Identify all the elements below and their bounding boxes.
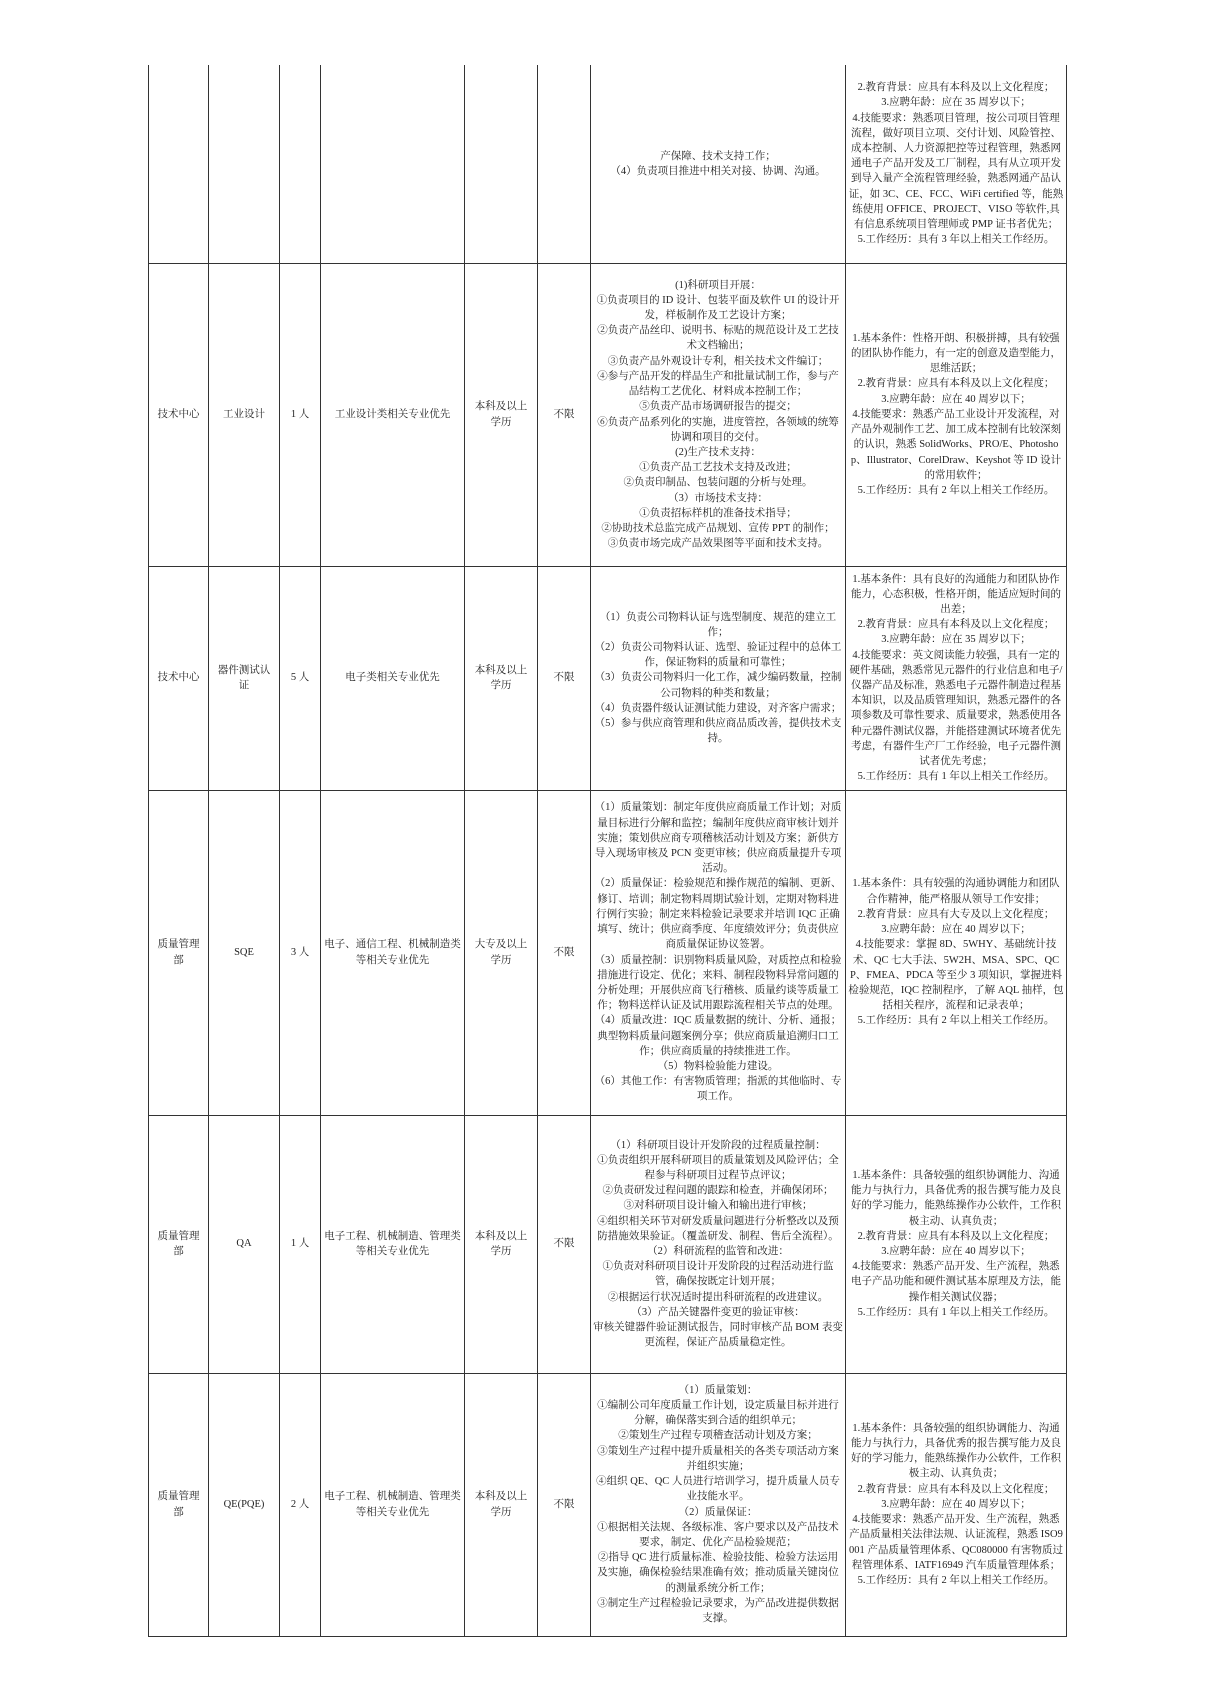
duties-cell: （1）负责公司物料认证与选型制度、规范的建立工作； （2）负责公司物料认证、选型、验证过程中的总体工作，保证物料的质量和可靠性； （3）负责公司物料归一化工作，减少编码数量，控制公司物料的种类和数量； （4）负责器件级认证测试能力建设，对齐客户需求； （5）参与供应商管理和供应商品质改善，提供技术支持。 bbox=[591, 566, 846, 790]
position-cell: 器件测试认 证 bbox=[209, 566, 280, 790]
education-cell: 本科及以上 学历 bbox=[465, 263, 538, 566]
requirements-cell: 1.基本条件：具有较强的沟通协调能力和团队合作精神，能严格服从领导工作安排； 2.教育背景：应具有大专及以上文化程度； 3.应聘年龄：应在 40 周岁以下； 4.技能要求：掌握 8D、5WHY、基础统计技术、QC 七大手法、5W2H、MSA、SPC、QCP、FMEA、PDCA 等至少 3 项知识，掌握进料检验规范，IQC 控制程序，了解 AQL 抽样，包括相关程序，流程和记录表单； 5.工作经历：具有 2 年以上相关工作经历。 bbox=[846, 790, 1067, 1115]
age-cell: 不限 bbox=[538, 263, 591, 566]
major-cell: 工业设计类相关专业优先 bbox=[321, 263, 465, 566]
major-cell: 电子工程、机械制造、管理类等相关专业优先 bbox=[321, 1115, 465, 1373]
requirements-cell: 1.基本条件：具有良好的沟通能力和团队协作能力，心态积极，性格开朗，能适应短时间的出差； 2.教育背景：应具有本科及以上文化程度； 3.应聘年龄：应在 35 周岁以下； 4.技能要求：英文阅读能力较强，具有一定的硬件基础，熟悉常见元器件的行业信息和电子/仪器产品及标准，熟悉电子元器件制造过程基本知识，以及品质管理知识，熟悉元器件的各项参数及可靠性要求、质量要求，熟悉使用各种元器件测试仪器，并能搭建测试环境者优先考虑，有器件生产厂工作经验，电子元器件测试者优先考虑； 5.工作经历：具有 1 年以上相关工作经历。 bbox=[846, 566, 1067, 790]
department-cell: 质量管理 部 bbox=[149, 790, 209, 1115]
table-row bbox=[149, 1115, 1067, 1373]
duties-cell: 产保障、技术支持工作； （4）负责项目推进中相关对接、协调、沟通。 bbox=[591, 65, 846, 263]
duties-cell: （1）科研项目设计开发阶段的过程质量控制： ①负责组织开展科研项目的质量策划及风险评估；全程参与科研项目过程节点评议； ②负责研发过程问题的跟踪和检查，并确保闭环； ③对科研项目设计输入和输出进行审核； ④组织相关环节对研发质量问题进行分析整改以及预防措施效果验证。（覆盖研发、制程、售后全流程）。 （2）科研流程的监管和改进： ①负责对科研项目设计开发阶段的过程活动进行监管，确保按既定计划开展； ②根据运行状况适时提出科研流程的改进建议。 （3）产品关键器件变更的验证审核： 审核关键器件验证测试报告，同时审核产品 BOM 表变更流程，保证产品质量稳定性。 bbox=[591, 1115, 846, 1373]
major-cell: 电子、通信工程、机械制造类等相关专业优先 bbox=[321, 790, 465, 1115]
headcount-cell: 2 人 bbox=[280, 1373, 321, 1636]
headcount-cell: 1 人 bbox=[280, 263, 321, 566]
age-cell: 不限 bbox=[538, 1115, 591, 1373]
duties-cell: （1）质量策划：制定年度供应商质量工作计划；对质量目标进行分解和监控；编制年度供应商审核计划并实施；策划供应商专项稽核活动计划及方案；新供方导入现场审核及 PCN 变更审核；供应商质量提升专项活动。 （2）质量保证：检验规范和操作规范的编制、更新、修订、培训；制定物料周期试验计划，定期对物料进行例行实验；制定来料检验记录要求并培训 IQC 正确填写、统计；供应商季度、年度绩效评分；负责供应商质量保证协议签署。 （3）质量控制：识别物料质量风险，对质控点和检验措施进行设定、优化；来料、制程段物料异常问题的分析处理；开展供应商飞行稽核、质量约谈等质量工作；物料送样认证及试用跟踪流程相关节点的处理。 （4）质量改进：IQC 质量数据的统计、分析、通报；典型物料质量问题案例分享；供应商质量追溯归口工作；供应商质量的持续推进工作。 （5）物料检验能力建设。 （6）其他工作：有害物质管理；指派的其他临时、专项工作。 bbox=[591, 790, 846, 1115]
education-cell: 本科及以上 学历 bbox=[465, 1115, 538, 1373]
table-row bbox=[149, 65, 1067, 263]
requirements-cell: 2.教育背景：应具有本科及以上文化程度； 3.应聘年龄：应在 35 周岁以下； 4.技能要求：熟悉项目管理，按公司项目管理流程，做好项目立项、交付计划、风险管控、成本控制、人力资源把控等过程管理，熟悉网通电子产品开发及工厂制程，具有从立项开发到导入量产全流程管理经验，熟悉网通产品认证，如 3C、CE、FCC、WiFi certified 等，能熟练使用 OFFICE、PROJECT、VISO 等软件,具有信息系统项目管理师或 PMP 证书者优先； 5.工作经历：具有 3 年以上相关工作经历。 bbox=[846, 65, 1067, 263]
age-cell: 不限 bbox=[538, 790, 591, 1115]
age-cell bbox=[538, 65, 591, 263]
table-row bbox=[149, 1373, 1067, 1636]
major-cell: 电子类相关专业优先 bbox=[321, 566, 465, 790]
department-cell bbox=[149, 65, 209, 263]
department-cell: 质量管理 部 bbox=[149, 1115, 209, 1373]
duties-cell: （1）质量策划： ①编制公司年度质量工作计划，设定质量目标并进行分解，确保落实到合适的组织单元； ②策划生产过程专项稽查活动计划及方案； ③策划生产过程中提升质量相关的各类专项活动方案并组织实施； ④组织 QE、QC 人员进行培训学习，提升质量人员专业技能水平。 （2）质量保证： ①根据相关法规、各级标准、客户要求以及产品技术要求，制定、优化产品检验规范； ②指导 QC 进行质量标准、检验技能、检验方法运用及实施，确保检验结果准确有效；推动质量关键岗位的测量系统分析工作； ③制定生产过程检验记录要求，为产品改进提供数据支撑。 bbox=[591, 1373, 846, 1636]
education-cell: 大专及以上 学历 bbox=[465, 790, 538, 1115]
headcount-cell: 3 人 bbox=[280, 790, 321, 1115]
headcount-cell: 1 人 bbox=[280, 1115, 321, 1373]
requirements-cell: 1.基本条件：具备较强的组织协调能力、沟通能力与执行力，具备优秀的报告撰写能力及良好的学习能力，能熟练操作办公软件，工作积极主动、认真负责； 2.教育背景：应具有本科及以上文化程度； 3.应聘年龄：应在 40 周岁以下； 4.技能要求：熟悉产品开发、生产流程，熟悉电子产品功能和硬件测试基本原理及方法，能操作相关测试仪器； 5.工作经历：具有 1 年以上相关工作经历。 bbox=[846, 1115, 1067, 1373]
table-row bbox=[149, 790, 1067, 1115]
headcount-cell bbox=[280, 65, 321, 263]
requirements-cell: 1.基本条件：具备较强的组织协调能力、沟通能力与执行力，具备优秀的报告撰写能力及良好的学习能力，能熟练操作办公软件，工作积极主动、认真负责； 2.教育背景：应具有本科及以上文化程度； 3.应聘年龄：应在 40 周岁以下； 4.技能要求：熟悉产品开发、生产流程，熟悉产品质量相关法律法规、认证流程，熟悉 ISO9001 产品质量管理体系、QC080000 有害物质过程管理体系、IATF16949 汽车质量管理体系； 5.工作经历：具有 2 年以上相关工作经历。 bbox=[846, 1373, 1067, 1636]
department-cell: 技术中心 bbox=[149, 566, 209, 790]
position-cell bbox=[209, 65, 280, 263]
position-cell: QE(PQE) bbox=[209, 1373, 280, 1636]
major-cell: 电子工程、机械制造、管理类等相关专业优先 bbox=[321, 1373, 465, 1636]
department-cell: 质量管理 部 bbox=[149, 1373, 209, 1636]
age-cell: 不限 bbox=[538, 566, 591, 790]
position-cell: SQE bbox=[209, 790, 280, 1115]
position-cell: 工业设计 bbox=[209, 263, 280, 566]
table-body bbox=[149, 65, 1067, 1636]
table-row bbox=[149, 263, 1067, 566]
position-cell: QA bbox=[209, 1115, 280, 1373]
education-cell bbox=[465, 65, 538, 263]
major-cell bbox=[321, 65, 465, 263]
headcount-cell: 5 人 bbox=[280, 566, 321, 790]
job-requirements-table bbox=[148, 65, 1067, 1637]
age-cell: 不限 bbox=[538, 1373, 591, 1636]
table-row bbox=[149, 566, 1067, 790]
education-cell: 本科及以上 学历 bbox=[465, 566, 538, 790]
requirements-cell: 1.基本条件：性格开朗、积极拼搏，具有较强的团队协作能力，有一定的创意及造型能力，思维活跃； 2.教育背景：应具有本科及以上文化程度； 3.应聘年龄：应在 40 周岁以下； 4.技能要求：熟悉产品工业设计开发流程，对产品外观制作工艺、加工成本控制有比较深刻的认识，熟悉 SolidWorks、PRO/E、Photoshop、Illustrator、CorelDraw、Keyshot 等 ID 设计的常用软件； 5.工作经历：具有 2 年以上相关工作经历。 bbox=[846, 263, 1067, 566]
education-cell: 本科及以上 学历 bbox=[465, 1373, 538, 1636]
duties-cell: (1)科研项目开展： ①负责项目的 ID 设计、包装平面及软件 UI 的设计开发，样板制作及工艺设计方案； ②负责产品丝印、说明书、标贴的规范设计及工艺技术文档输出； ③负责产品外观设计专利，相关技术文件编订； ④参与产品开发的样品生产和批量试制工作，参与产品结构工艺优化、材料成本控制工作； ⑤负责产品市场调研报告的提交； ⑥负责产品系列化的实施，进度管控，各领域的统筹协调和项目的交付。 (2)生产技术支持： ①负责产品工艺技术支持及改进； ②负责印制品、包装问题的分析与处理。 （3）市场技术支持： ①负责招标样机的准备技术指导； ②协助技术总监完成产品规划、宣传 PPT 的制作； ③负责市场完成产品效果图等平面和技术支持。 bbox=[591, 263, 846, 566]
department-cell: 技术中心 bbox=[149, 263, 209, 566]
